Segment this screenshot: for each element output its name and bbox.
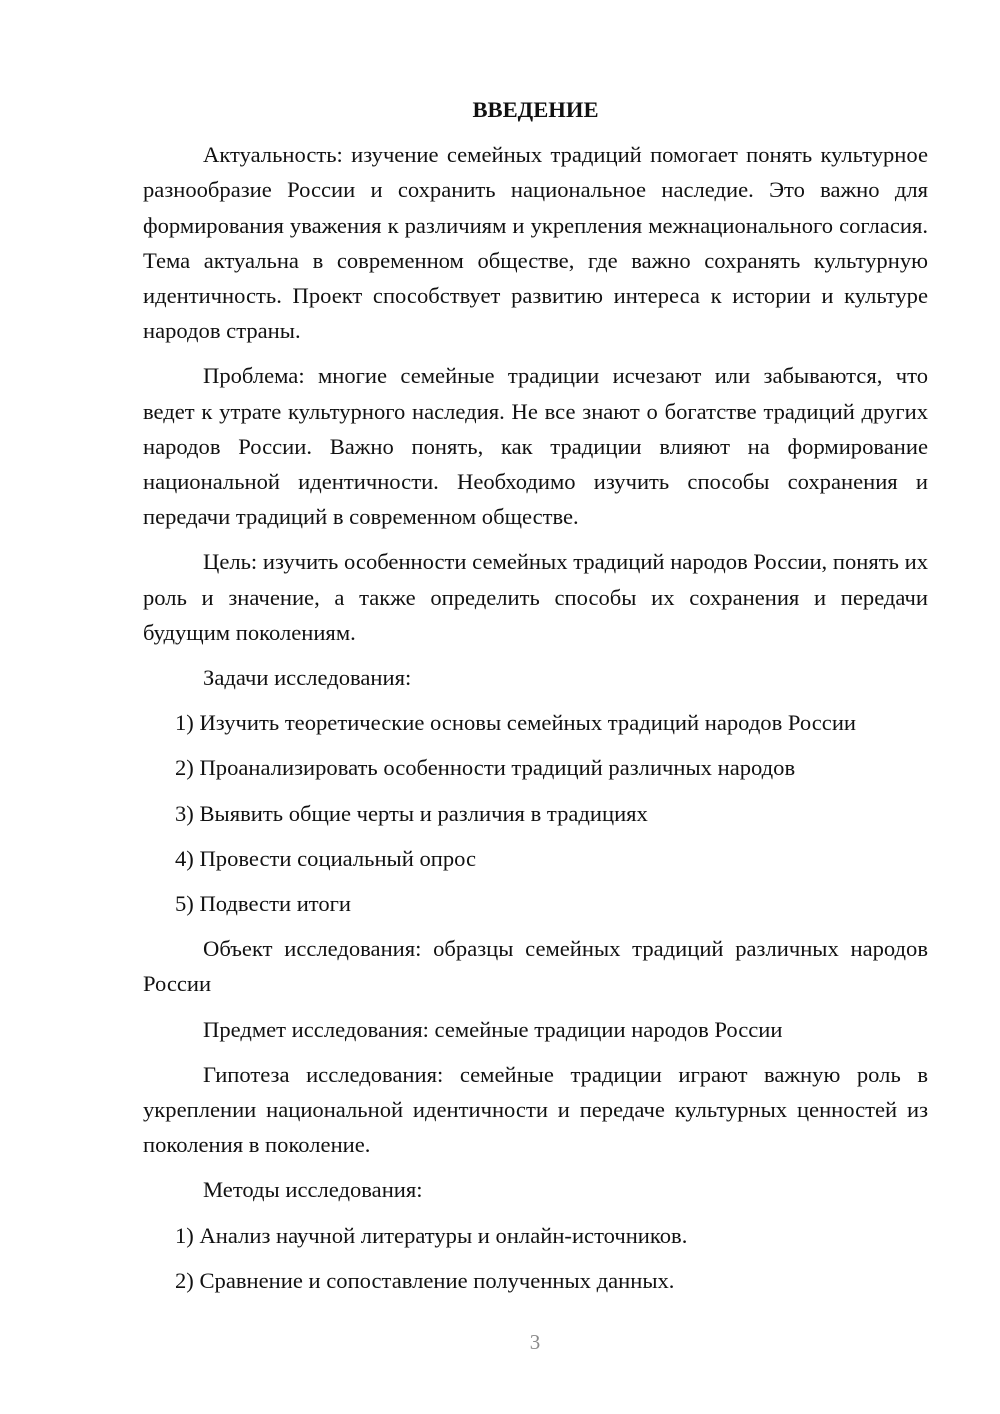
- page-number: 3: [529, 1330, 541, 1354]
- methods-heading: Методы исследования:: [203, 1177, 423, 1203]
- list-item: 4) Провести социальный опрос: [175, 845, 477, 871]
- list-item: 5) Подвести итоги: [175, 891, 352, 917]
- hypothesis-paragraph: Гипотеза исследования: семейные традиции играют важную роль в укреплении национальной идентичности и передаче культурных ценностей из поколения в поколение.: [143, 1061, 928, 1158]
- list-item: 3) Выявить общие черты и различия в традициях: [175, 800, 648, 826]
- list-item: 2) Проанализировать особенности традиций различных народов: [175, 755, 796, 781]
- page-content: [143, 92, 928, 1308]
- object-paragraph: Объект исследования: образцы семейных традиций различных народов России: [143, 936, 928, 997]
- subject-paragraph: Предмет исследования: семейные традиции народов России: [203, 1016, 783, 1042]
- tasks-list: [143, 705, 928, 921]
- methods-list: [143, 1218, 928, 1298]
- goal-paragraph: Цель: изучить особенности семейных традиций народов России, понять их роль и значение, а также определить способы их сохранения и передачи будущим поколениям.: [143, 549, 928, 645]
- problem-paragraph: Проблема: многие семейные традиции исчезают или забываются, что ведет к утрате культурного наследия. Не все знают о богатстве традиций других народов России. Важно понять, как традиции влияют на формирование национальной идентичности. Необходимо изучить способы сохранения и передачи традиций в современном обществе.: [143, 363, 928, 530]
- tasks-heading: Задачи исследования:: [203, 665, 412, 691]
- relevance-paragraph: Актуальность: изучение семейных традиций помогает понять культурное разнообразие России и сохранить национальное наследие. Это важно для формирования уважения к различиям и укрепления межнационального согласия. Тема актуальна в современном обществе, где важно сохранять культурную идентичность. Проект способствует развитию интереса к истории и культуре народов страны.: [143, 142, 928, 344]
- list-item: 1) Анализ научной литературы и онлайн-источников.: [175, 1222, 688, 1248]
- list-item: 2) Сравнение и сопоставление полученных данных.: [175, 1267, 675, 1293]
- page-title: ВВЕДЕНИЕ: [472, 97, 599, 122]
- list-item: 1) Изучить теоретические основы семейных традиций народов России: [175, 710, 857, 736]
